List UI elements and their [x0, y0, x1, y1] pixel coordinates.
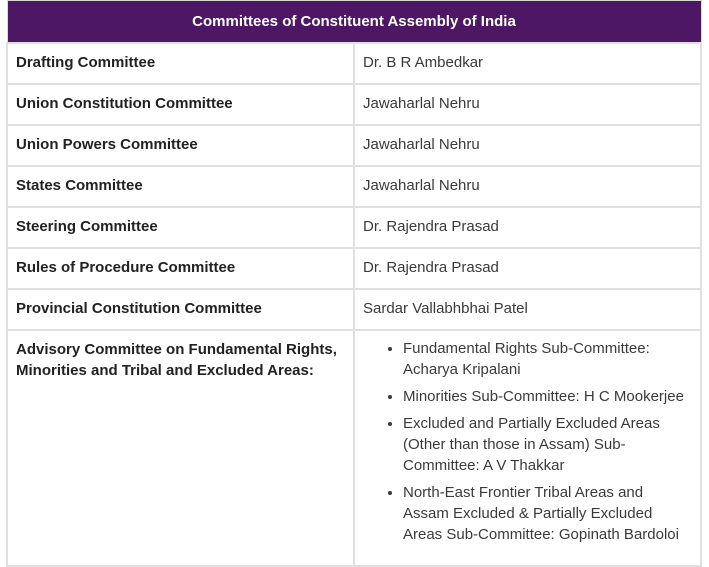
- committee-chairman: Jawaharlal Nehru: [354, 125, 701, 166]
- committee-name: Rules of Procedure Committee: [7, 248, 354, 289]
- committee-name: Provincial Constitution Committee: [7, 289, 354, 330]
- table-row: [7, 248, 701, 289]
- committees-table-container: [6, 0, 702, 567]
- committee-chairman: Dr. Rajendra Prasad: [354, 248, 701, 289]
- committee-name: Steering Committee: [7, 207, 354, 248]
- committee-name: States Committee: [7, 166, 354, 207]
- advisory-subcommittees-cell: [354, 330, 701, 566]
- table-row: [7, 166, 701, 207]
- committee-name: Union Constitution Committee: [7, 84, 354, 125]
- advisory-committee-name: Advisory Committee on Fundamental Rights, Minorities and Tribal and Excluded Areas:: [7, 330, 354, 566]
- committee-chairman: Dr. B R Ambedkar: [354, 43, 701, 84]
- list-item: • Minorities Sub-Committee: H C Mookerjee: [403, 386, 692, 407]
- table-row: [7, 125, 701, 166]
- committee-name: Drafting Committee: [7, 43, 354, 84]
- committee-chairman: Sardar Vallabhbhai Patel: [354, 289, 701, 330]
- list-item: • Fundamental Rights Sub-Committee: Acharya Kripalani: [403, 338, 692, 380]
- table-row-advisory: [7, 330, 701, 566]
- table-row: [7, 289, 701, 330]
- committee-chairman: Dr. Rajendra Prasad: [354, 207, 701, 248]
- table-row: [7, 84, 701, 125]
- committees-table: [6, 0, 702, 567]
- subcommittee-list: [363, 338, 692, 545]
- table-row: [7, 43, 701, 84]
- list-item: • North-East Frontier Tribal Areas and Assam Excluded & Partially Excluded Areas Sub-Committee: Gopinath Bardoloi: [403, 482, 692, 545]
- table-row: [7, 207, 701, 248]
- committee-name: Union Powers Committee: [7, 125, 354, 166]
- list-item: • Excluded and Partially Excluded Areas (Other than those in Assam) Sub-Committee: A V Thakkar: [403, 413, 692, 476]
- committee-chairman: Jawaharlal Nehru: [354, 166, 701, 207]
- committee-chairman: Jawaharlal Nehru: [354, 84, 701, 125]
- table-title: Committees of Constituent Assembly of India: [7, 1, 701, 44]
